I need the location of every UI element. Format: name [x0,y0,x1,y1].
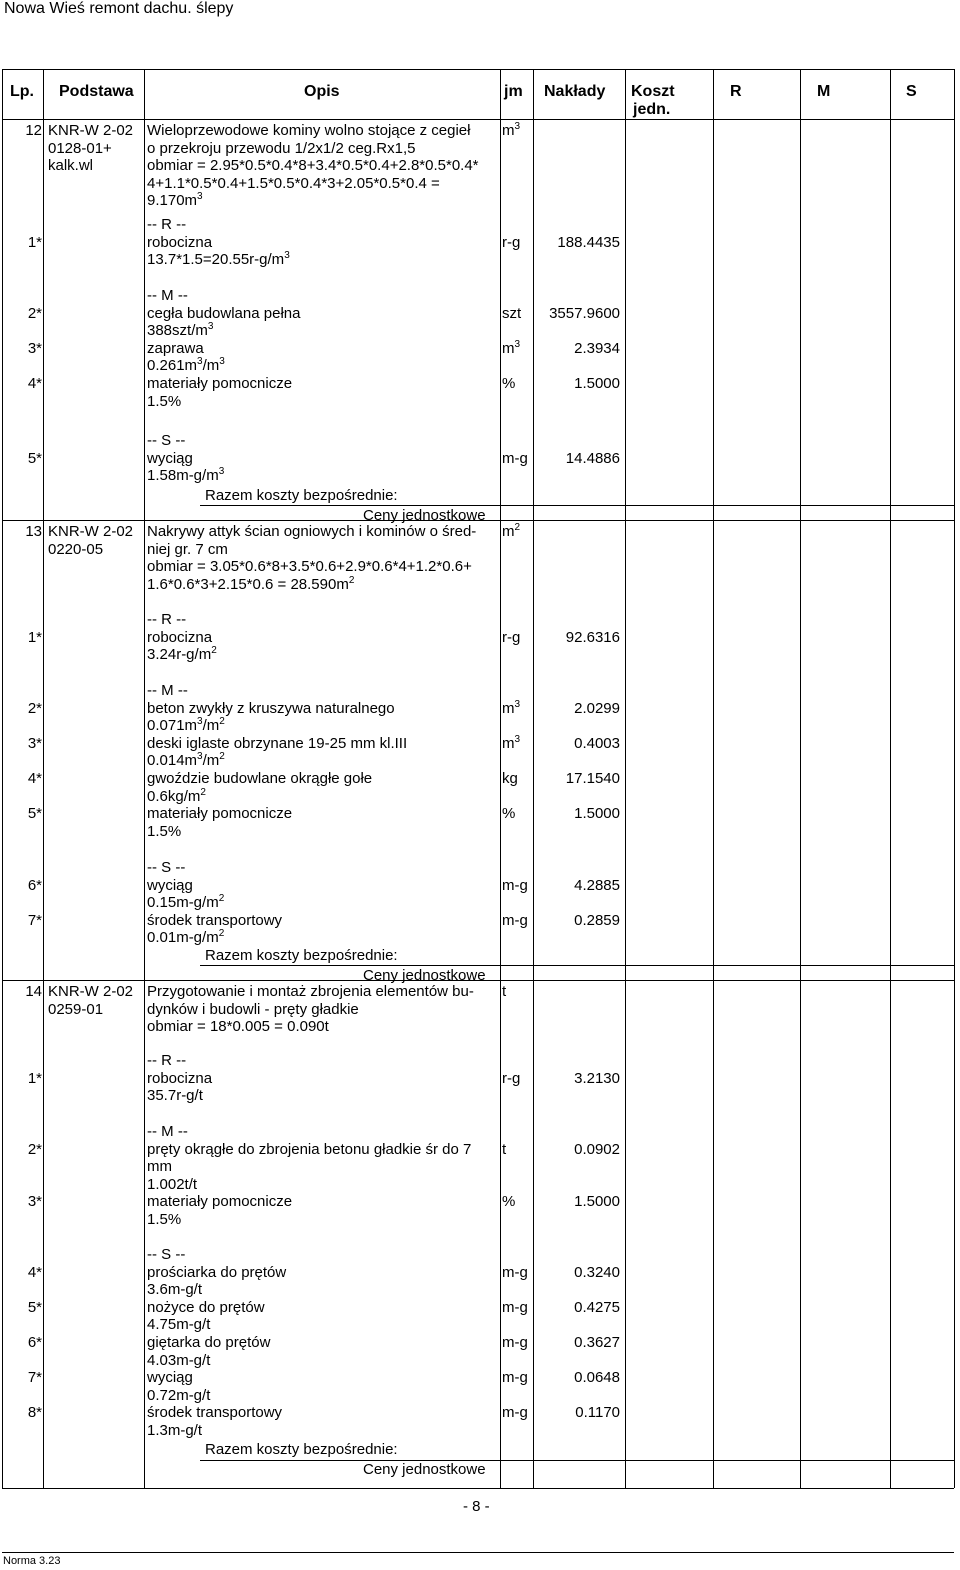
resource-jm: m-g [502,876,528,894]
resource-name: giętarka do prętów [147,1334,271,1351]
header-koszt: Koszt [631,83,675,100]
resource-naklady: 0.2859 [574,911,620,929]
norma-version: Norma 3.23 [3,1555,61,1567]
resource-norm: $1.58m-g/m^3$ [147,466,225,485]
razem-label: Razem koszty bezpośrednie: [205,947,398,964]
column-divider [43,69,44,1488]
item-opis-line: o przekroju przewodu 1/2x1/2 ceg.Rx1,5 [147,139,416,157]
resource-norm: 3.6m-g/t [147,1281,203,1299]
item-jm: $m^3$ [502,121,521,139]
column-divider [954,69,955,1488]
item-podstawa: 0128-01+ [48,139,112,157]
resource-norm: 1.5% [147,1211,182,1228]
resource-norm: $0.071m^3/m^2$ [147,716,225,735]
item-opis-line: dynków i budowli - pręty gładkie [147,1000,359,1018]
group-label: -- S -- [147,859,186,876]
resource-name: środek transportowy [147,1404,283,1422]
resource-norm: 4.75m-g/t [147,1316,211,1334]
resource-name: pręty okrągłe do zbrojenia betonu gładkie śr do 7 [147,1140,472,1158]
resource-lp: 4* [27,770,42,787]
item-opis-line: Przygotowanie i montaż zbrojenia elementów bu- [147,983,474,1000]
resource-name: cegła budowlana pełna [147,304,301,322]
resource-naklady: 1.5000 [574,375,620,392]
resource-norm: 1.3m-g/t [147,1422,203,1439]
resource-naklady: 2.0299 [574,699,620,717]
group-label: -- R -- [147,611,187,628]
resource-jm: % [502,1193,516,1211]
resource-jm: % [502,805,516,823]
resource-name: robocizna [147,233,213,251]
item-podstawa: 0220-05 [48,540,104,558]
resource-norm: $0.014m^3/m^2$ [147,751,225,770]
item-opis-line: 4+1.1*0.5*0.4+1.5*0.5*0.4*3+2.05*0.5*0.4 = [147,174,440,192]
resource-jm: m-g [502,1404,528,1422]
resource-naklady: 17.1540 [565,770,620,787]
resource-jm: r-g [502,628,521,646]
ceny-label: Ceny jednostkowe [363,1460,486,1478]
item-opis-line: obmiar = 18*0.005 = 0.090t [147,1018,329,1036]
resource-norm: $0.15m-g/m^2$ [147,893,225,912]
column-divider [800,69,801,1488]
resource-name: materiały pomocnicze [147,1193,293,1211]
column-divider [890,69,891,1488]
item-jm: t [502,983,507,1000]
header-podstawa: Podstawa [59,83,134,100]
table-bottom-border [2,1488,954,1489]
item-opis-line: $1.6*0.6*3+2.15*0.6 = 28.590m^2$ [147,574,355,593]
resource-jm: $m^3$ [502,698,521,717]
resource-norm: 1.002t/t [147,1175,198,1193]
item-podstawa: kalk.wl [48,157,94,175]
resource-lp: 4* [27,375,42,392]
resource-naklady: 1.5000 [574,805,620,823]
resource-name: materiały pomocnicze [147,805,293,823]
resource-naklady: 4.2885 [574,876,620,894]
resource-lp: 3* [27,734,42,752]
resource-name: robocizna [147,1069,213,1087]
resource-jm: r-g [502,1069,521,1087]
resource-naklady: 92.6316 [565,628,620,646]
group-label: -- R -- [147,1052,187,1069]
resource-jm: m-g [502,1263,528,1281]
resource-lp: 2* [27,1140,42,1158]
resource-name: beton zwykły z kruszywa naturalnego [147,699,395,717]
resource-naklady: 0.3627 [574,1334,620,1351]
group-label: -- M -- [147,1123,188,1140]
resource-lp: 1* [27,233,42,251]
document-title: Nowa Wieś remont dachu. ślepy [4,0,234,17]
resource-naklady: 0.4275 [574,1298,620,1316]
resource-norm: 35.7r-g/t [147,1087,203,1105]
resource-naklady: 188.4435 [557,233,620,251]
resource-lp: 3* [27,1193,42,1211]
resource-jm: m-g [502,449,528,467]
resource-lp: 5* [27,1298,42,1316]
item-podstawa: 0259-01 [48,1000,104,1018]
resource-naklady: 14.4886 [565,449,620,467]
resource-naklady: 2.3934 [574,339,620,357]
resource-lp: 5* [27,449,42,467]
razem-separator [200,965,954,966]
item-podstawa: KNR-W 2-02 [48,122,134,139]
item-podstawa: KNR-W 2-02 [48,983,134,1000]
resource-name: wyciąg [147,1369,193,1387]
resource-lp: 7* [27,1369,42,1387]
resource-lp: 5* [27,805,42,823]
resource-name: wyciąg [147,449,193,467]
resource-name: zaprawa [147,339,204,357]
header-r: R [730,83,742,100]
resource-norm: 1.5% [147,392,182,410]
resource-naklady: 0.3240 [574,1263,620,1281]
item-opis-line: niej gr. 7 cm [147,540,228,558]
resource-jm: szt [502,304,522,322]
group-label: -- R -- [147,216,187,233]
resource-name: nożyce do prętów [147,1298,265,1316]
resource-norm: $3.24r-g/m^2$ [147,645,217,664]
column-divider [500,69,501,1488]
resource-norm: 0.72m-g/t [147,1386,211,1404]
resource-naklady: 0.4003 [574,734,620,752]
item-separator [2,520,954,521]
resource-naklady: 0.0648 [574,1369,620,1387]
resource-name: wyciąg [147,876,193,894]
razem-label: Razem koszty bezpośrednie: [205,487,398,504]
resource-jm: $m^3$ [502,338,521,357]
header-m: M [817,83,831,100]
group-label: -- S -- [147,1246,186,1263]
footer-divider [2,1552,954,1553]
group-label: -- M -- [147,287,188,304]
resource-name: gwoździe budowlane okrągłe gołe [147,770,373,787]
item-opis-line: $9.170m^3$ [147,191,203,210]
group-label: -- S -- [147,432,186,449]
resource-lp: 2* [27,304,42,322]
column-divider [144,69,145,1488]
resource-jm: m-g [502,911,528,929]
resource-naklady: 3.2130 [574,1069,620,1087]
resource-jm: m-g [502,1334,528,1351]
resource-name: deski iglaste obrzynane 19-25 mm kl.III [147,734,408,752]
item-jm: $m^2$ [502,522,521,540]
resource-lp: 6* [27,876,42,894]
resource-name-cont: mm [147,1158,172,1176]
ceny-label: Ceny jednostkowe [363,506,486,524]
resource-naklady: 0.1170 [575,1404,620,1422]
resource-norm: $13.7*1.5=20.55r-g/m^3$ [147,250,290,269]
ceny-label: Ceny jednostkowe [363,966,486,984]
resource-naklady: 1.5000 [574,1193,620,1211]
resource-name: prościarka do prętów [147,1263,287,1281]
resource-lp: 1* [27,1069,42,1087]
resource-norm: $0.6kg/m^2$ [147,786,206,805]
resource-jm: m-g [502,1298,528,1316]
column-divider [713,69,714,1488]
resource-norm: 4.03m-g/t [147,1351,211,1369]
resource-jm: r-g [502,233,521,251]
resource-norm: $0.01m-g/m^2$ [147,928,225,947]
resource-lp: 1* [27,628,42,646]
item-opis-line: obmiar = 2.95*0.5*0.4*8+3.4*0.5*0.4+2.8*0.5*0.4* [147,157,479,175]
header-lp: Lp. [10,83,34,100]
item-opis-line: Wieloprzewodowe kominy wolno stojące z cegieł [147,122,471,139]
item-opis-line: obmiar = 3.05*0.6*8+3.5*0.6+2.9*0.6*4+1.2*0.6+ [147,558,472,576]
resource-jm: % [502,375,516,392]
razem-separator [200,505,954,506]
resource-jm: $m^3$ [502,733,521,752]
resource-name: robocizna [147,628,213,646]
header-opis: Opis [304,83,340,100]
header-naklady: Nakłady [544,83,606,100]
item-separator [2,980,954,981]
header-jedn: jedn. [633,101,671,118]
resource-naklady: 0.0902 [574,1140,620,1158]
resource-jm: t [502,1140,507,1158]
razem-separator [200,1460,954,1461]
header-jm: jm [504,83,523,100]
page-number: - 8 - [463,1498,490,1515]
resource-lp: 8* [27,1404,42,1422]
item-lp: 13 [25,523,42,540]
item-lp: 14 [25,983,42,1000]
resource-norm: 1.5% [147,822,182,840]
resource-lp: 6* [27,1334,42,1351]
resource-jm: m-g [502,1369,528,1387]
resource-name: środek transportowy [147,911,283,929]
column-divider [533,69,534,1488]
item-podstawa: KNR-W 2-02 [48,523,134,540]
resource-norm: $0.261m^3/m^3$ [147,356,225,375]
group-label: -- M -- [147,682,188,699]
item-lp: 12 [25,122,42,139]
resource-naklady: 3557.9600 [549,304,620,322]
header-s: S [906,83,917,100]
razem-label: Razem koszty bezpośrednie: [205,1441,398,1458]
resource-jm: kg [502,770,518,787]
resource-name: materiały pomocnicze [147,375,293,392]
item-opis-line: Nakrywy attyk ścian ogniowych i kominów o śred- [147,523,477,540]
resource-lp: 3* [27,339,42,357]
table-left-border [2,69,3,1488]
resource-lp: 4* [27,1263,42,1281]
resource-lp: 2* [27,699,42,717]
column-divider [625,69,626,1488]
resource-norm: $388szt/m^3$ [147,321,214,340]
resource-lp: 7* [27,911,42,929]
